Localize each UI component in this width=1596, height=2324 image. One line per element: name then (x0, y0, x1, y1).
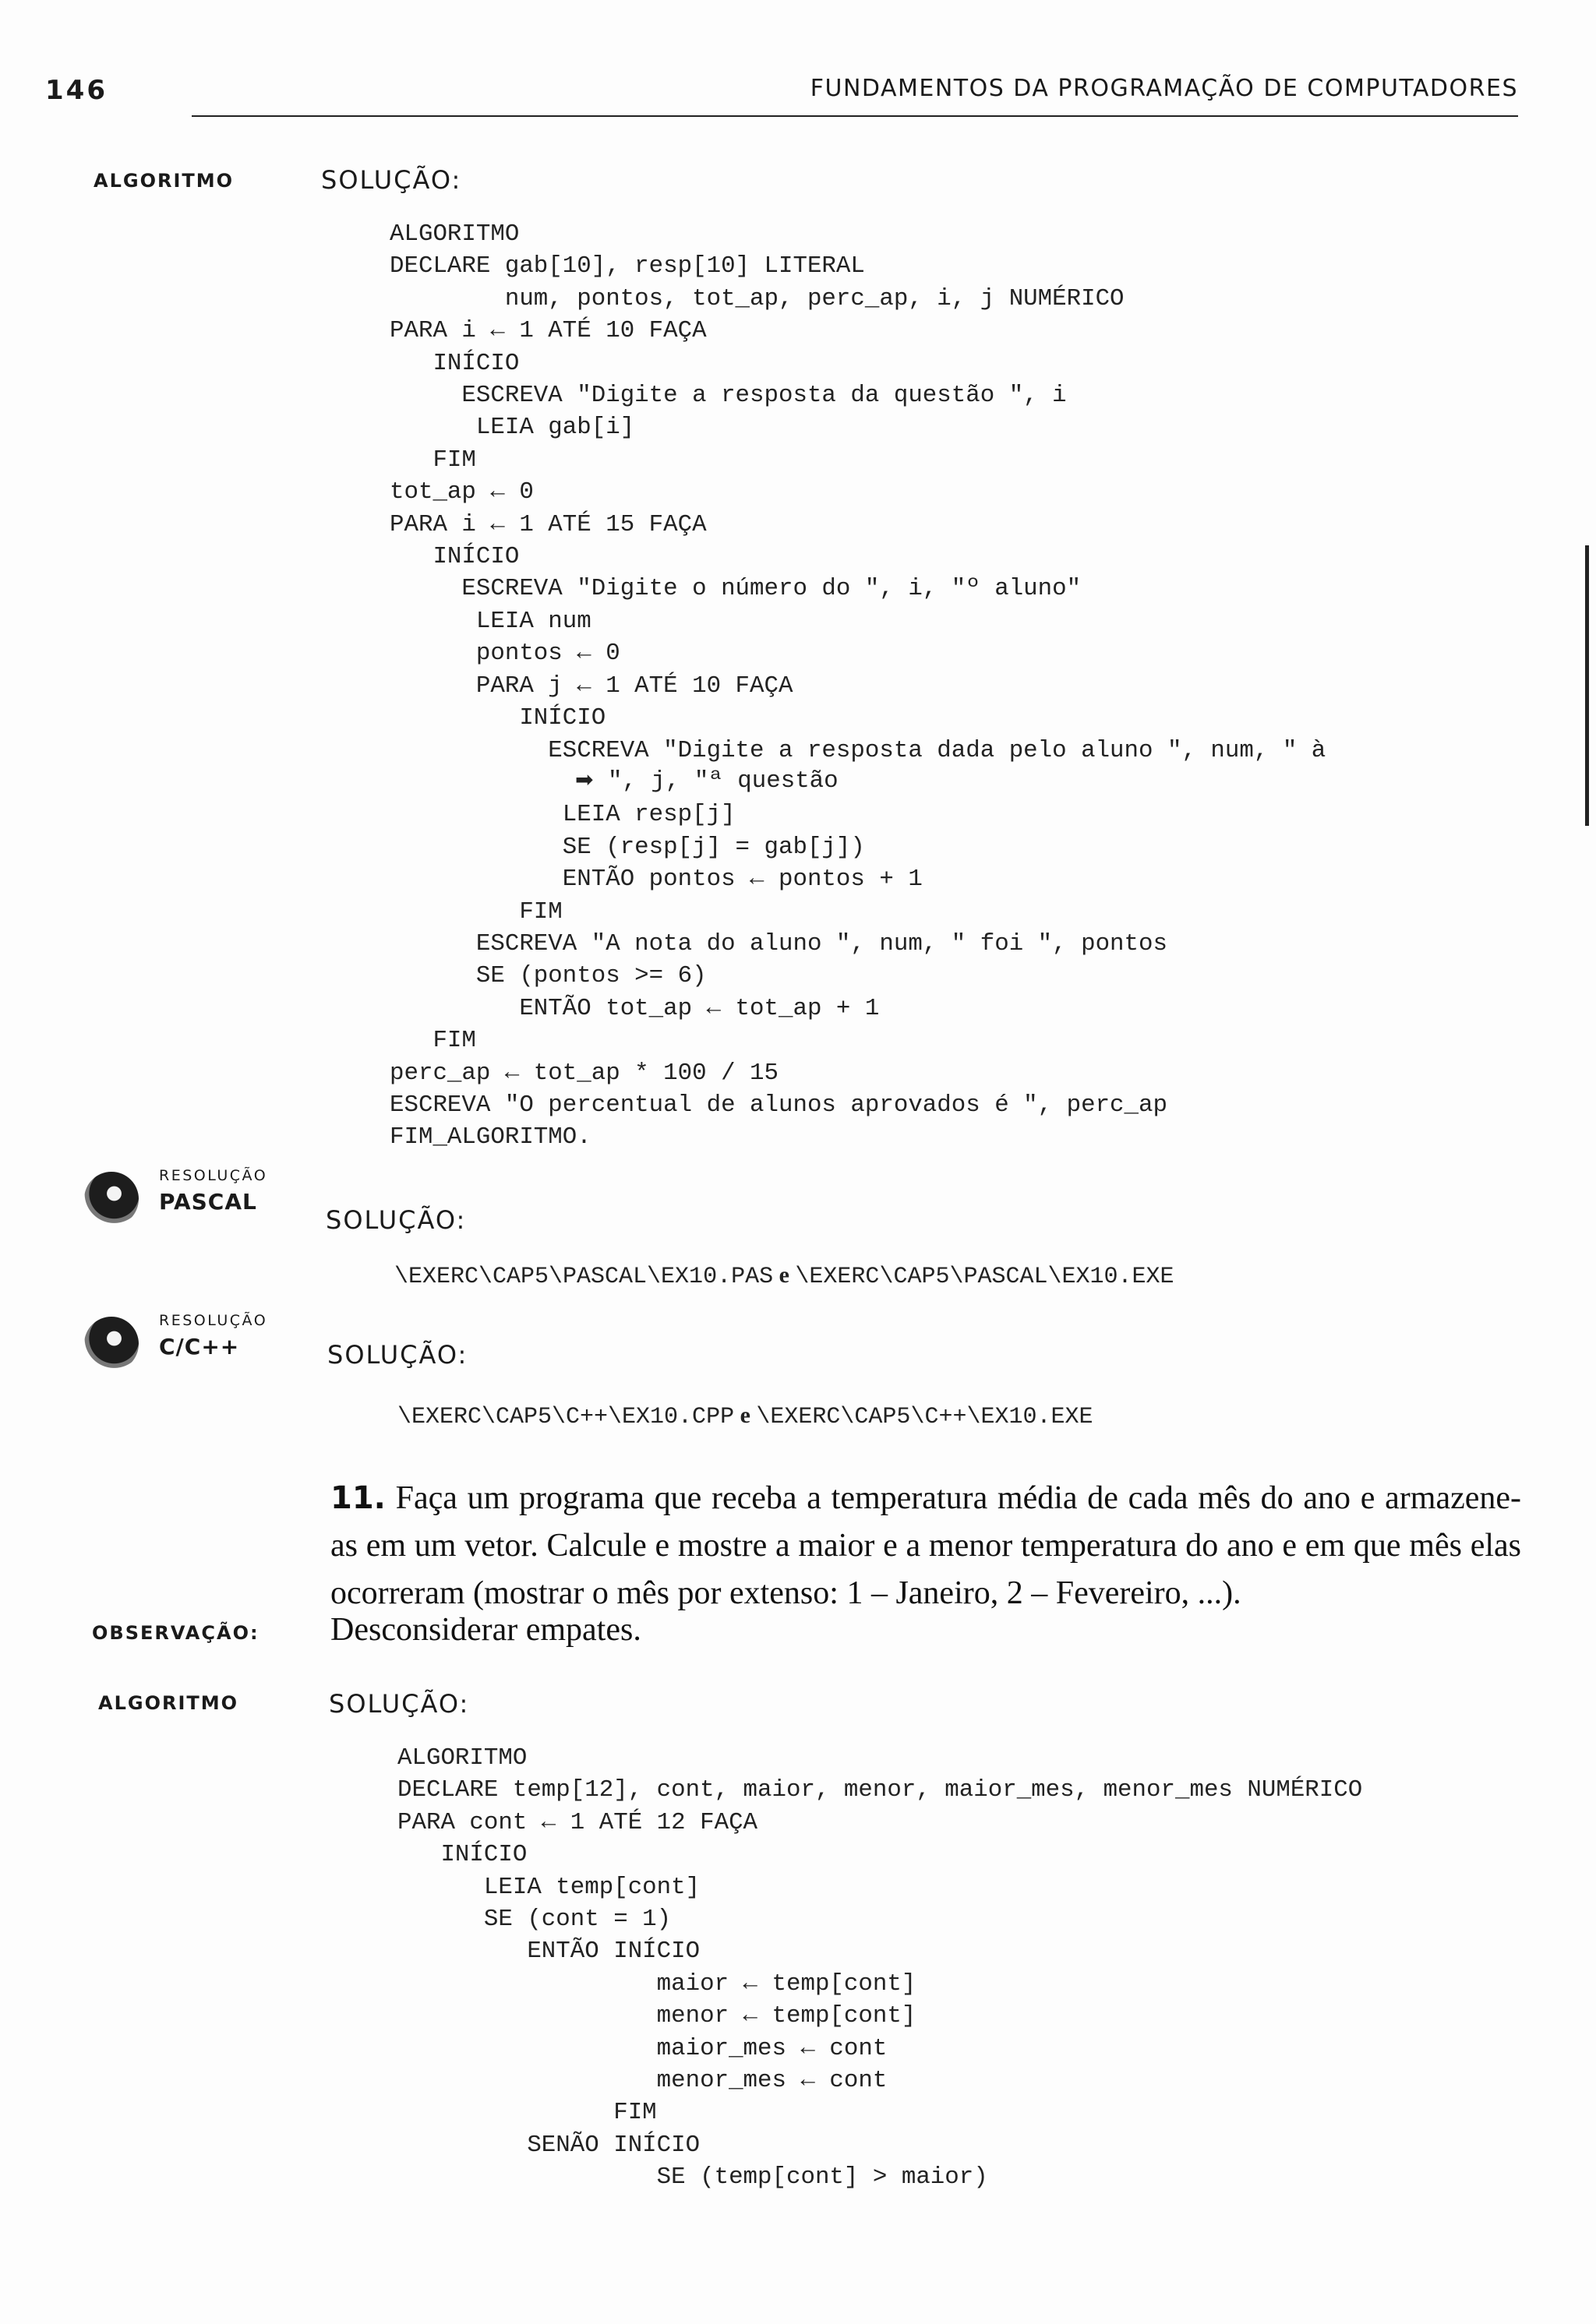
algoritmo-label-1: ALGORITMO (94, 170, 235, 192)
code-line: maior_mes ← cont (397, 2034, 888, 2062)
code-line: PARA i ← 1 ATÉ 10 FAÇA (390, 317, 707, 345)
code-continuation-line (575, 763, 839, 797)
code-line: ALGORITMO (397, 1744, 528, 1772)
resolucao-label: RESOLUÇÃO (159, 1167, 268, 1184)
code-line: SENÃO INÍCIO (397, 2131, 701, 2159)
code-line: SE (resp[j] = gab[j]) (390, 833, 865, 861)
code-line: DECLARE temp[12], cont, maior, menor, maior_mes, menor_mes NUMÉRICO (397, 1776, 1363, 1804)
code-line: ESCREVA "Digite o número do ", i, "º aluno" (390, 575, 1082, 603)
observacao-label: OBSERVAÇÃO: (92, 1622, 260, 1644)
code-line: FIM (397, 2099, 657, 2127)
code-line: menor ← temp[cont] (397, 2002, 916, 2030)
code-line: ESCREVA "Digite a resposta da questão ", i (390, 382, 1067, 410)
code-line: maior ← temp[cont] (397, 1970, 916, 1998)
exercise-number: 11. (330, 1480, 386, 1516)
code-line: ESCREVA "Digite a resposta dada pelo aluno ", num, " à (390, 736, 1326, 764)
solucao-heading-pascal: SOLUÇÃO: (326, 1205, 467, 1235)
pascal-path-pas: \EXERC\CAP5\PASCAL\EX10.PAS (394, 1264, 774, 1290)
page-number: 146 (45, 75, 108, 106)
resolucao-pascal-badge (84, 1167, 268, 1237)
code-line: FIM (390, 898, 563, 926)
pascal-path-connector: e (773, 1262, 796, 1288)
code-line: num, pontos, tot_ap, perc_ap, i, j NUMÉRICO (390, 284, 1125, 312)
code-line: FIM (390, 1027, 476, 1055)
code-line: LEIA num (390, 607, 591, 635)
code-line: SE (temp[cont] > maior) (397, 2164, 988, 2192)
code-line: PARA cont ← 1 ATÉ 12 FAÇA (397, 1808, 758, 1836)
code-line: tot_ap ← 0 (390, 478, 534, 506)
code-line: LEIA gab[i] (390, 414, 635, 442)
code-line: ESCREVA "O percentual de alunos aprovados é ", perc_ap (390, 1091, 1167, 1119)
code-line: INÍCIO (397, 1841, 528, 1869)
exercise-text: Faça um programa que receba a temperatura média de cada mês do ano e armazene-as em um vetor. Calcule e mostre a maior e a menor temperatura do ano e em que mês elas ocorreram (mostrar o mês por extenso: 1 – Janeiro, 2 – Fevereiro, ...). (330, 1480, 1521, 1611)
cpp-path-connector: e (734, 1402, 757, 1428)
code-line: ENTÃO pontos ← pontos + 1 (390, 866, 923, 894)
pascal-path-exe: \EXERC\CAP5\PASCAL\EX10.EXE (795, 1264, 1174, 1290)
code-line: SE (cont = 1) (397, 1906, 672, 1934)
code-line: INÍCIO (390, 543, 520, 571)
code-line: PARA i ← 1 ATÉ 15 FAÇA (390, 510, 707, 538)
code-line: ENTÃO tot_ap ← tot_ap + 1 (390, 994, 880, 1022)
solucao-heading-2: SOLUÇÃO: (329, 1689, 470, 1719)
algoritmo-label-2: ALGORITMO (98, 1692, 239, 1714)
code-line: INÍCIO (390, 349, 520, 377)
exercise-11-statement (330, 1475, 1521, 1617)
continuation-arrow-icon: ➡ (575, 767, 594, 792)
cpp-label: C/C++ (159, 1334, 240, 1359)
resolucao-cpp-badge (84, 1312, 268, 1382)
cpp-file-paths (397, 1402, 1093, 1430)
algorithm-code-block-1 (390, 218, 1326, 1154)
cpp-path-exe: \EXERC\CAP5\C++\EX10.EXE (756, 1404, 1093, 1430)
running-header-title: FUNDAMENTOS DA PROGRAMAÇÃO DE COMPUTADORES (810, 75, 1518, 102)
code-line (390, 767, 1326, 799)
header-rule (192, 115, 1518, 117)
code-line: FIM_ALGORITMO. (390, 1123, 591, 1151)
page-edge-mark (1585, 545, 1589, 826)
code-line: ESCREVA "A nota do aluno ", num, " foi ", pontos (390, 929, 1167, 957)
disc-icon (84, 1172, 139, 1226)
cpp-path-cpp: \EXERC\CAP5\C++\EX10.CPP (397, 1404, 735, 1430)
disc-icon (84, 1317, 139, 1371)
pascal-file-paths (394, 1262, 1174, 1290)
resolucao-label: RESOLUÇÃO (159, 1312, 268, 1329)
code-line: LEIA temp[cont] (397, 1873, 701, 1901)
code-line: menor_mes ← cont (397, 2067, 888, 2095)
code-line: SE (pontos >= 6) (390, 962, 707, 990)
code-line: ALGORITMO (390, 220, 520, 248)
code-line: pontos ← 0 (390, 640, 620, 668)
code-line: perc_ap ← tot_ap * 100 / 15 (390, 1059, 779, 1087)
solucao-heading-cpp: SOLUÇÃO: (327, 1340, 468, 1370)
code-line: INÍCIO (390, 704, 606, 732)
code-line: ENTÃO INÍCIO (397, 1938, 701, 1966)
pascal-label: PASCAL (159, 1189, 257, 1215)
observacao-text: Desconsiderar empates. (330, 1612, 641, 1648)
algorithm-code-block-2 (397, 1742, 1362, 2194)
continuation-text: ", j, "ª questão (593, 767, 839, 795)
code-line: DECLARE gab[10], resp[10] LITERAL (390, 252, 865, 280)
code-line: LEIA resp[j] (390, 801, 736, 829)
code-line: FIM (390, 446, 476, 474)
solucao-heading-1: SOLUÇÃO: (321, 165, 462, 195)
code-line: PARA j ← 1 ATÉ 10 FAÇA (390, 672, 793, 700)
